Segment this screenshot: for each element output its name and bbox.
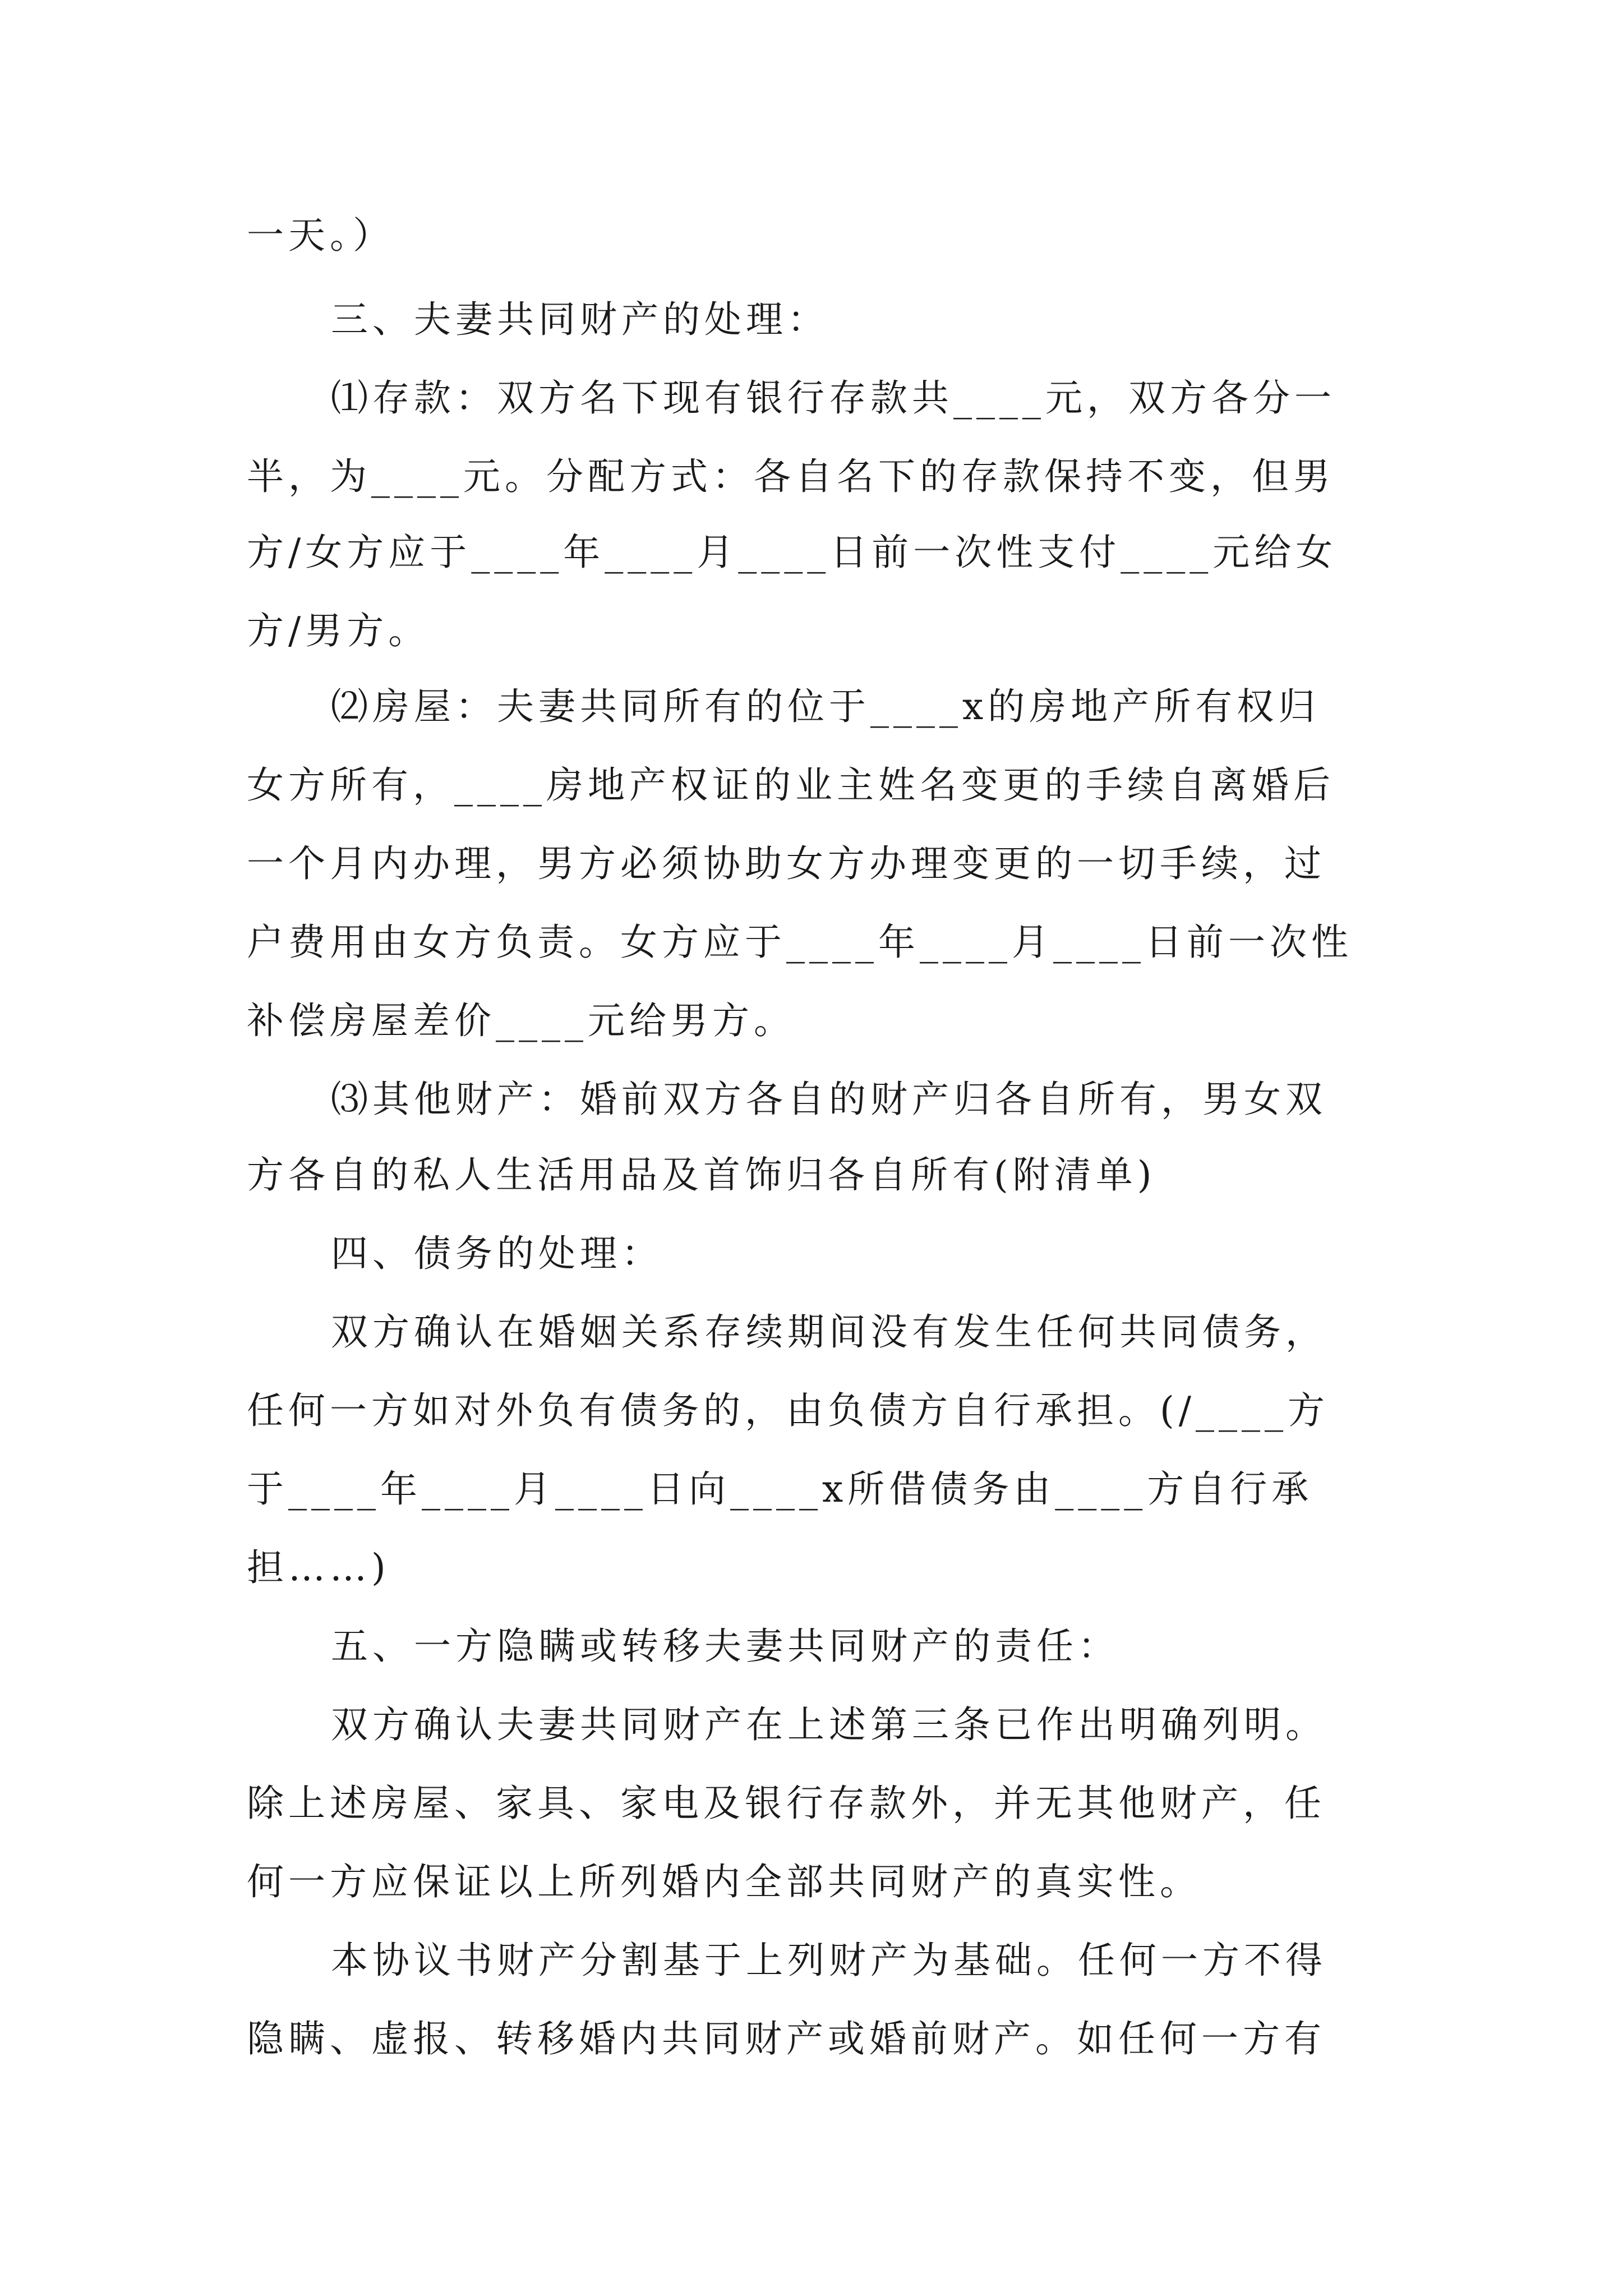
text-line: 一天。） [247, 214, 394, 257]
text-line: 任何一方如对外负有债务的，由负债方自行承担。(/____方 [247, 1389, 1329, 1432]
section-heading: 四、债务的处理： [331, 1232, 663, 1275]
section-heading: 三、夫妻共同财产的处理： [331, 298, 829, 341]
section-heading: 五、一方隐瞒或转移夫妻共同财产的责任： [331, 1625, 1119, 1668]
text-line: 除上述房屋、家具、家电及银行存款外，并无其他财产，任 [247, 1782, 1326, 1825]
text-line: 方各自的私人生活用品及首饰归各自所有(附清单) [247, 1153, 1156, 1197]
text-line: 担……) [247, 1546, 390, 1589]
text-line: 方/男方。 [247, 609, 430, 652]
text-line: 户费用由女方负责。女方应于____年____月____日前一次性 [247, 921, 1353, 964]
text-line: 何一方应保证以上所列婚内全部共同财产的真实性。 [247, 1860, 1201, 1903]
text-line: 补偿房屋差价____元给男方。 [247, 999, 795, 1042]
text-line: ⑵房屋：夫妻共同所有的位于____x的房地产所有权归 [331, 685, 1320, 728]
text-line: ⑶其他财产：婚前双方各自的财产归各自所有，男女双 [331, 1078, 1327, 1121]
text-line: 一个月内办理，男方必须协助女方办理变更的一切手续，过 [247, 842, 1326, 885]
text-line: 方/女方应于____年____月____日前一次性支付____元给女 [247, 531, 1338, 574]
text-line: 隐瞒、虚报、转移婚内共同财产或婚前财产。如任何一方有 [247, 2017, 1326, 2060]
text-line: 女方所有，____房地产权证的业主姓名变更的手续自离婚后 [247, 763, 1335, 807]
text-line: 双方确认在婚姻关系存续期间没有发生任何共同债务， [331, 1310, 1327, 1354]
text-line: ⑴存款：双方名下现有银行存款共____元，双方各分一 [331, 376, 1336, 420]
text-line: 半，为____元。分配方式：各自名下的存款保持不变，但男 [247, 455, 1335, 498]
text-line: 双方确认夫妻共同财产在上述第三条已作出明确列明。 [331, 1703, 1327, 1746]
text-line: 本协议书财产分割基于上列财产为基础。任何一方不得 [331, 1939, 1327, 1982]
text-line: 于____年____月____日向____x所借债务由____方自行承 [247, 1467, 1313, 1511]
